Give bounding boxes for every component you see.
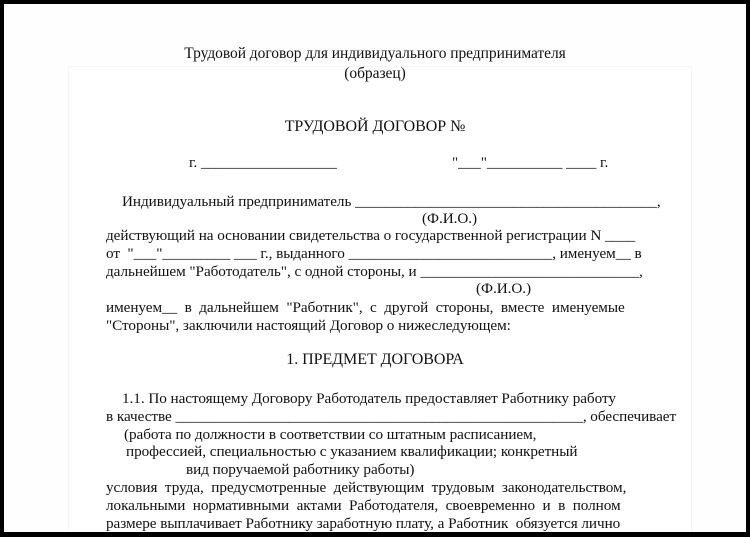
document-page xyxy=(4,4,746,532)
section-1-note-line-2: профессией, специальностью с указанием квалификации; конкретный xyxy=(126,443,578,460)
contract-title: ТРУДОВОЙ ДОГОВОР № xyxy=(284,118,466,135)
section-1-note-line-1: (работа по должности в соответствии со штатным расписанием, xyxy=(124,426,537,443)
preamble-fio-label-2: (Ф.И.О.) xyxy=(476,280,532,297)
section-1-line-2: в качестве ______________________________________________________, обеспечивает xyxy=(106,408,677,425)
section-1-line-1: 1.1. По настоящему Договору Работодатель предоставляет Работнику работу xyxy=(122,390,616,407)
document-header-subtitle: (образец) xyxy=(344,65,406,82)
section-1-line-5: размере выплачивает Работнику заработную плату, а Работник обязуется лично xyxy=(106,515,621,532)
section-1-line-4: локальными нормативными актами Работодателя, своевременно и в полном xyxy=(106,497,621,514)
preamble-line-2: действующий на основании свидетельства о государственной регистрации N ____ xyxy=(106,227,636,244)
section-1-note-line-3: вид поручаемой работнику работы) xyxy=(186,461,415,478)
contract-city-field: г. __________________ xyxy=(189,154,337,171)
section-1-line-3: условия труда, предусмотренные действующим трудовым законодательством, xyxy=(106,479,627,496)
preamble-line-3: от "___"_________ ___ г., выданного ___________________________, именуем__ в xyxy=(106,245,642,262)
preamble-fio-label-1: (Ф.И.О.) xyxy=(422,210,478,227)
section-1-heading: 1. ПРЕДМЕТ ДОГОВОРА xyxy=(286,351,464,368)
preamble-line-1: Индивидуальный предприниматель ________________________________________, xyxy=(122,193,661,210)
document-header-title: Трудовой договор для индивидуального предпринимателя xyxy=(184,45,566,62)
preamble-line-5: именуем__ в дальнейшем "Работник", с другой стороны, вместе именуемые xyxy=(106,299,625,316)
preamble-line-6: "Стороны", заключили настоящий Договор о нижеследующем: xyxy=(106,317,511,334)
preamble-line-4: дальнейшем "Работодатель", с одной стороны, и _____________________________, xyxy=(106,263,643,280)
contract-date-field: "___"__________ ____ г. xyxy=(452,154,609,171)
